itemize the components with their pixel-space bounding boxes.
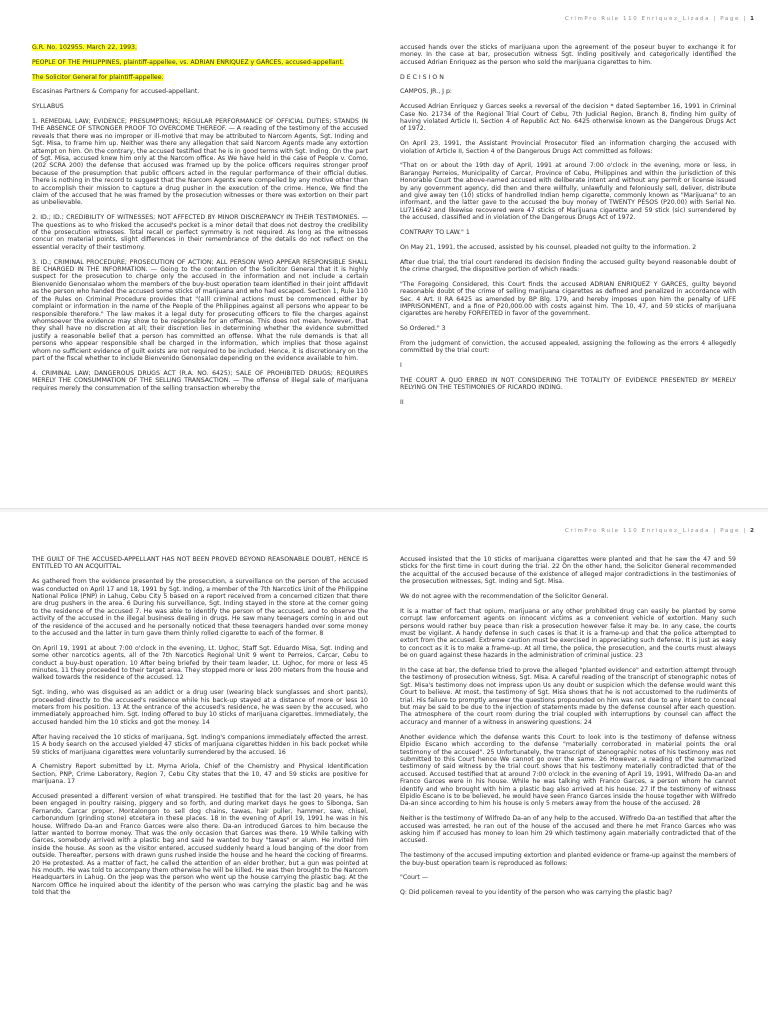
page-header — [565, 16, 754, 22]
syllabus-item: 3. ID.; CRIMINAL PROCEDURE; PROSECUTION OF ACTION; ALL PERSON WHO APPEAR RESPONSIBLE SHALL BE CHARGED IN THE INFORMATION. — Going to the contention of the Solicitor General that it is highly suspect for the prosecution to charge only the accused in the information and not include a certain Bienvenido Genonsalao whom the members of the buy-bust operation team identified in their joint affidavit as the person who handed the accused some sticks of marijuana and who had escaped. Section 1, Rule 110 of the Rules on Criminal Procedure provides that "(a)ll criminal actions must be commenced either by complaint or information in the name of the People of the Philippines against all persons who appear to be responsible therefore." The law makes it a legal duty for prosecuting officers to file the charges against whomsoever the evidence may show to be responsible for an offense. This does not mean, however, that they shall have no discretion at all; their discretion lies in determining whether the evidence submitted justify a reasonable belief that a person has committed an offense. What the rule demands is that all persons who appear responsible shall be charged in the information, which implies that those against whom no sufficient evidence of guilt exists are not required to be included. Hence, it is discretionary on the part of the fiscal whether to include Bienvenido Genonsalao depending on the evidence available to him. — [32, 258, 368, 362]
syllabus-item: 4. CRIMINAL LAW; DANGEROUS DRUGS ACT (R.A. NO. 6425); SALE OF PROHIBITED DRUGS; REQUIRES MERELY THE CONSUMMATION OF THE SELLING TRANSACTION. — The offense of illegal sale of marijuana requires merely the consummation of the selling transaction whereby the — [32, 369, 368, 392]
counsel-appellant: Escasinas Partners & Company for accused-appellant. — [32, 88, 200, 96]
paragraph: After due trial, the trial court rendered its decision finding the accused guilty beyond reasonable doubt of the crime charged, the dispositive portion of which reads: — [400, 258, 736, 274]
right-column — [400, 556, 736, 1014]
paragraph: A Chemistry Report submitted by Lt. Myrna Ariola, Chief of the Chemistry and Physical Identification Section, PNP, Crime Laboratory, Region 7, Cebu City states that the 10, 47 and 59 sticks are positive for marijuana. 17 — [32, 763, 368, 786]
case-parties: PEOPLE OF THE PHILIPPINES, plaintiff-appellee, vs. ADRIAN ENRIQUEZ y GARCES, accused-appellant. — [32, 58, 344, 66]
left-column — [32, 44, 368, 502]
ponente: CAMPOS, JR., J p: — [400, 88, 452, 96]
paragraph: On May 21, 1991, the accused, assisted by his counsel, pleaded not guilty to the information. 2 — [400, 243, 697, 251]
paragraph: Q: Did policemen reveal to you identity of the person who was carrying the plastic bag? — [400, 889, 673, 897]
paragraph: accused hands over the sticks of marijuana upon the agreement of the poseur buyer to exchange it for money. In the case at bar, prosecution witness Sgt. Inding positively and categorically identified the accused Adrian Enriquez as the person who sold the marijuana cigarettes to him. — [400, 44, 736, 66]
syllabus-item: 1. REMEDIAL LAW; EVIDENCE; PRESUMPTIONS; REGULAR PERFORMANCE OF OFFICIAL DUTIES; STANDS IN THE ABSENCE OF STRONGER PROOF TO OVERCOME THEREOF. — A reading of the testimony of the accused reveals that there was no improper or ill-motive that may be attributed to Narcom Agents, Sgt. Inding and Sgt. Misa, to frame him up. Neither was there any allegation that said Narcom Agents made any extortion attempt on him. On the contrary, the accused testified that he is in good terms with Sgt. Inding. On the part of Sgt. Misa, accused knew him only at the Narcom office. As We have held in the case of People v. Como, (202 SCRA 200) the defense that accused was framed up by the police officers requires stronger proof because of the presumption that public officers acted in the regular performance of their official duties. There is nothing in the record to suggest that the Narcom Agents were compelled by any motive other than to accomplish their mission to capture a drug pusher in the execution of the crime. Hence, We find the claim of the accused that he was framed by the prosecution witnesses or there was extortion on their part as unbelievable. — [32, 117, 368, 207]
syllabus-heading: SYLLABUS — [32, 103, 64, 111]
assigned-error: THE COURT A QUO ERRED IN NOT CONSIDERING THE TOTALITY OF EVIDENCE PRESENTED BY MERELY RELYING ON THE TESTIMONIES OF RICARDO INDING. — [400, 377, 736, 392]
paragraph: On April 23, 1991, the Assistant Provincial Prosecutor filed an information charging the accused with violation of Article II, Section 4 of the Dangerous Drugs Act committed as follows: — [400, 140, 736, 155]
paragraph: Another evidence which the defense wants this Court to look into is the testimony of defense witness Elpidio Escano which according to the defense "materially corroborated in material points the oral testimony of the accused". 25 Unfortunately, the transcript of stenographic notes of his testimony was not submitted to this Court hence We cannot go over the same. 26 However, a reading of the summarized testimony of said witness by the trial court shows that his testimony materially contradicted that of the accused. Accused testified that at around 7:00 o'clock in the evening of April 19, 1991, Wilfredo Da-an and Franco Garces were in his house. While he was talking with Franco Garces, a person whom he cannot identify and who brought with him a plastic bag also arrived at his house. 27 If the testimony of witness Elpidio Escano is to be believed, he would have seen Franco Garces inside the house together with Wilfredo Da-an since according to him his house is only 5 meters away from the house of the accused. 28 — [400, 733, 736, 808]
right-column — [400, 44, 736, 502]
document-page-2 — [0, 512, 768, 1024]
paragraph: Accused presented a different version of what transpired. He testified that for the last 20 years, he has been engaged in poultry raising, piggery and so forth, and during market days he goes to Sibonga, San Fernando, Carcar proper, Montalongon to sell dog chains, tawas, hair puller, hammer, saw, chisel, carborundum (grinding stone) etcetera in these places. 18 In the evening of April 19, 1991 he was in his house. Wilfredo Da-an and Franco Garces were also there. Da-an introduced Garces to him because the latter wanted to borrow money. That was the only occasion that Garces was there. 19 While talking with Garces, somebody arrived with a plastic bag and said he wanted to buy "tawas" or alum. He invited him inside the house. As soon as the visitor entered, accused suddenly heard a loud banging of the door from outside. Thereafter, persons with drawn guns rushed inside the house and he heard the cocking of firearms. 20 He protested. As a matter of fact, he called the attention of an elder brother, but a gun was pointed at his mouth. He was told to accompany them otherwise he will be killed. He was then brought to the Narcom Headquarters in Lahug. On the jeep was the person who went up the house carrying the plastic bag. At the Narcom Office he inquired about the identity of the person who was carrying the plastic bag and he was told that the — [32, 792, 368, 897]
paragraph: Accused insisted that the 10 sticks of marijuana cigarettes were planted and that he saw the 47 and 59 sticks for the first time in court during the trial. 22 On the other hand, the Solicitor General recommended the acquittal of the accused because of the existence of alleged major contradictions in the testimonies of the prosecution witnesses, Sgt. Inding and Sgt. Misa. — [400, 556, 736, 586]
error-number: II — [400, 399, 404, 407]
quoted-information: "That on or about the 19th day of April, 1991 at around 7:00 o'clock in the evening, more or less, in Barangay Perreios, Municipality of Carcar, Province of Cebu, Philippines and within the jurisdiction of this Honorable Court the above-named accused with deliberate intent and without any permit or license issued by any government agency, did then and there willfully, unlawfully and feloniously sell, deliver, distribute and give away ten (10) sticks of handrolled Indian hemp cigarette, commonly known as "Marijuana" to an informant, and the latter gave to the accused the buy money of TWENTY PESOS (P20.00) with Serial No. LU716642 and likewise recovered were 47 sticks of Marijuana cigarette and 59 stick (sic) surrendered by the accused, classified and in violation of the Dangerous Drugs Act of 1972. — [400, 162, 736, 222]
paragraph: In the case at bar, the defense tried to prove the alleged "planted evidence" and extortion attempt through the testimony of prosecution witness, Sgt. Misa. A careful reading of the transcript of stenographic notes of Sgt. Misa's testimony does not impress upon Us any doubt or suspicion which the defense would want this Court to believe. At most, the testimony of Sgt. Misa shows that he is not accustomed to the rudiments of trial. His failure to promptly answer the questions propounded on him was not due to any intent to conceal but may be said to be due to the injection of statements made by the defense counsel after each question. The atmosphere of the court room during the trial coupled with interruptions by counsel can affect the accuracy and manner of a witness in answering questions. 24 — [400, 667, 736, 726]
assigned-error: THE GUILT OF THE ACCUSED-APPELLANT HAS NOT BEEN PROVED BEYOND REASONABLE DOUBT, HENCE IS ENTITLED TO AN ACQUITTAL. — [32, 556, 368, 571]
paragraph: Sgt. Inding, who was disguised as an addict or a drug user (wearing black sunglasses and short pants), proceeded directly to the accused's residence while his back-up stayed at a distance of more or less 10 meters from his position. 13 At the entrance of the accused's residence, he was seen by the accused, who immediately approached him. Sgt. Inding offered to buy 10 sticks of marijuana cigarettes. Immediately, the accused handed him the 10 sticks and got the money. 14 — [32, 689, 368, 726]
left-column — [32, 556, 368, 1014]
paragraph: CONTRARY TO LAW." 1 — [400, 229, 470, 237]
paragraph: Neither is the testimony of Wilfredo Da-an of any help to the accused. Wilfredo Da-an testified that after the accused was arrested, he ran out of the house of the accused and there he met Franco Garces who was asking him if accused has money to loan him 29 which testimony again materially contradicted that of the accused. — [400, 815, 736, 845]
paragraph: We do not agree with the recommendation of the Solicitor General. — [400, 593, 609, 601]
header-page-number: 2 — [750, 528, 754, 534]
counsel-appellee: The Solicitor General for plaintiff-appellee. — [32, 73, 164, 81]
paragraph: After having received the 10 sticks of marijuana, Sgt. Inding's companions immediately effected the arrest. 15 A body search on the accused yielded 47 sticks of marijuana cigarettes hidden in his back pocket while 59 sticks of marijuana cigarettes were voluntarily surrendered by the accused. 16 — [32, 733, 368, 756]
header-title: CrimPro Rule 110 Enriquez_Lizada — [565, 528, 711, 534]
header-page-label: | Page | — [713, 528, 747, 534]
case-number: G.R. No. 102955. March 22, 1993. — [32, 44, 137, 51]
header-page-number: 1 — [750, 16, 754, 22]
paragraph: So Ordered." 3 — [400, 325, 446, 333]
syllabus-item: 2. ID.; ID.; CREDIBILITY OF WITNESSES; NOT AFFECTED BY MINOR DISCREPANCY IN THEIR TESTIMONIES. — The questions as to who frisked the accused's pocket is a minor detail that does not destroy the credibility of the prosecution witnesses. Total recall or perfect symmetry is not required. As long as the witnesses concur on material points, slight differences in their remembrance of the details do not reflect on the essential veracity of their testimony. — [32, 214, 368, 251]
paragraph: On April 19, 1991 at about 7:00 o'clock in the evening, Lt. Ughoc, Staff Sgt. Eduardo Misa, Sgt. Inding and some other narcotics agents, all of the 7th Narcotics Regional Unit 9 went to Perreios, Carcar, Cebu to conduct a buy-bust operation. 10 After being briefed by their team leader, Lt. Ughoc, for more or less 45 minutes, 11 they proceeded to their target area. They stopped more or less 200 meters from the house and walked towards the residence of the accused. 12 — [32, 644, 368, 682]
header-page-label: | Page | — [713, 16, 747, 22]
error-number: I — [400, 362, 402, 370]
paragraph: "Court — — [400, 874, 428, 882]
decision-heading: D E C I S I O N — [400, 73, 444, 81]
paragraph: As gathered from the evidence presented by the prosecution, a surveillance on the person of the accused was conducted on April 17 and 18, 1991 by Sgt. Inding, a member of the 7th Narcotics Unit of the Philippine National Police (PNP) in Lahug, Cebu City 5 based on a report received from a concerned citizen that there are drug pushers in the area. 6 During his surveillance, Sgt. Inding stayed in the store at the corner going to the residence of the accused 7. He was able to identify the person of the accused, and to observe the activity of the accused in the illegal business dealing in drugs. He saw many teenagers coming in and out of the residence of the accused and he personally noticed that these teenagers handed over some money to the accused and the latter in turn gave them thinly rolled cigarette to each of the former. 8 — [32, 578, 368, 638]
page-header — [565, 528, 754, 534]
paragraph: It is a matter of fact that opium, marijuana or any other prohibited drug can easily be planted by some corrupt law enforcement agents on innocent victims as a convenient vehicle of extortion. Many such persons would rather buy peace than risk a prosecution however false it may be. In any case, the courts must be vigilant. A handy defense in such cases is that it is a frame-up and that the police attempted to extort from the accused. Extreme caution must be exercised in appreciating such defense. It is just as easy to concoct as it is to make a frame-up. At all time, the police, the prosecution, and the courts must always be on guard against these hazards in the administration of criminal justice. 23 — [400, 607, 736, 660]
paragraph: The testimony of the accused imputing extortion and planted evidence or frame-up against the members of the buy-bust operation team is reproduced as follows: — [400, 852, 736, 867]
header-title: CrimPro Rule 110 Enriquez_Lizada — [565, 16, 711, 22]
quoted-dispositive: "The Foregoing Considered, this Court finds the accused ADRIAN ENRIQUEZ Y GARCES, guilty beyond reasonable doubt of the crime of selling marijuana cigarettes as defined and penalized in accordance with Sec. 4 Art. II RA 6425 as amended by BP Blg. 179, and hereby imposes upon him the penalty of LIFE IMPRISONMENT, and a fine of P20,000.00 with costs against him. The 10, 47, and 59 sticks of marijuana cigarettes are hereby FORFEITED in favor of the government. — [400, 280, 736, 318]
paragraph: Accused Adrian Enriquez y Garces seeks a reversal of the decision * dated September 16, 1991 in Criminal Case No. 21734 of the Regional Trial Court of Cebu, 7th Judicial Region, Branch 8, finding him guilty of having violated Article II, Section 4 of Republic Act No. 6425 otherwise known as the Dangerous Drugs Act of 1972. — [400, 103, 736, 133]
paragraph: From the judgment of conviction, the accused appealed, assigning the following as the errors 4 allegedly committed by the trial court: — [400, 340, 736, 355]
